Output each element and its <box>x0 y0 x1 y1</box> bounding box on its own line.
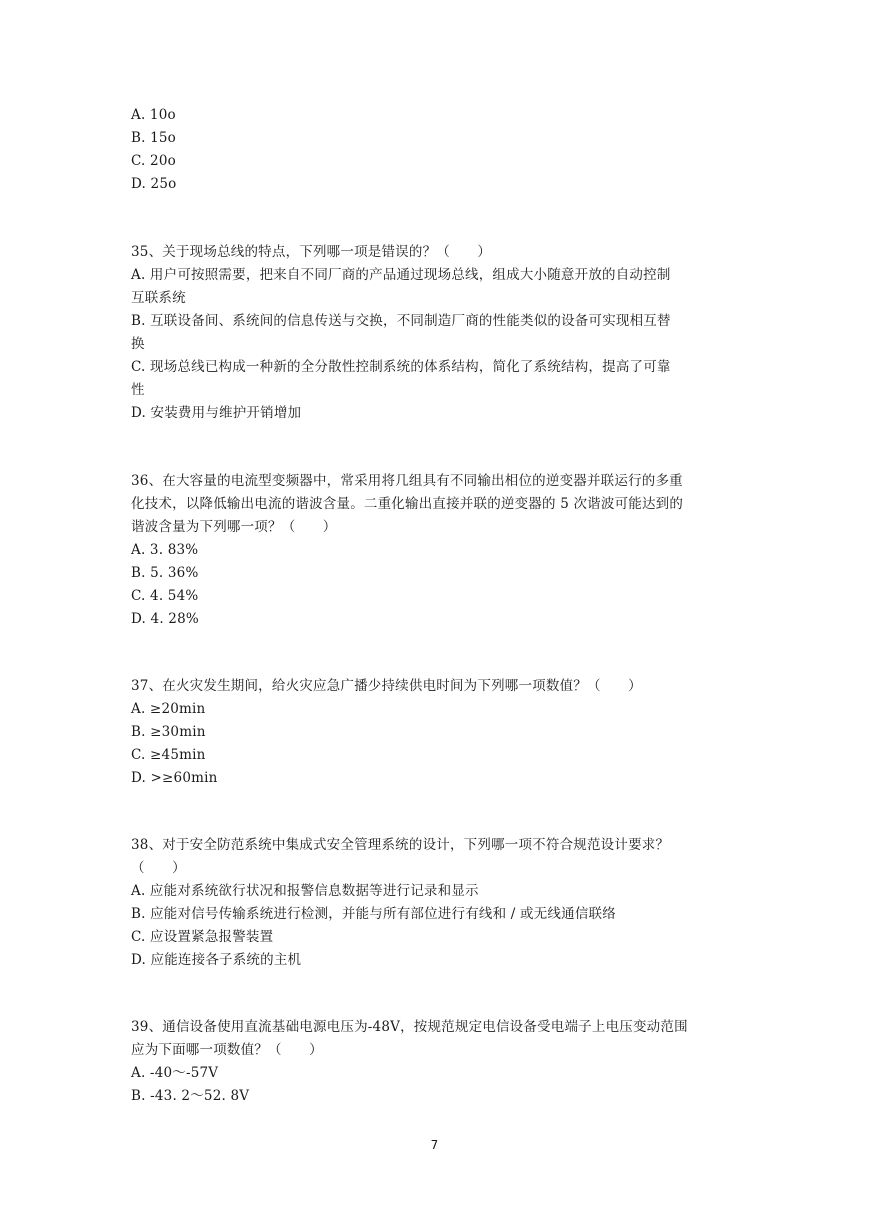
q34-option-b: B. 15o <box>131 130 177 146</box>
q38-stem-cont: （ ） <box>131 860 186 876</box>
q36-stem-cont-2: 谐波含量为下列哪一项？（ ） <box>131 519 337 535</box>
q34-option-c: C. 20o <box>131 153 176 169</box>
q39-stem: 39、通信设备使用直流基础电源电压为-48V，按规范规定电信设备受电端子上电压变动范围 <box>131 1019 688 1035</box>
q39-stem-cont: 应为下面哪一项数值？（ ） <box>131 1042 323 1058</box>
q35-option-b-cont: 换 <box>131 336 145 352</box>
q36-option-b: B. 5. 36% <box>131 565 199 581</box>
q37-stem: 37、在火灾发生期间，给火灾应急广播少持续供电时间为下列哪一项数值？（ ） <box>131 678 642 694</box>
q35-stem: 35、关于现场总线的特点，下列哪一项是错误的？（ ） <box>131 244 492 260</box>
q36-option-a: A. 3. 83% <box>131 542 199 558</box>
q35-option-b: B. 互联设备间、系统间的信息传送与交换，不同制造厂商的性能类似的设备可实现相互替 <box>131 313 671 329</box>
q36-option-d: D. 4. 28% <box>131 611 199 627</box>
q35-option-d: D. 安装费用与维护开销增加 <box>131 405 302 421</box>
q36-option-c: C. 4. 54% <box>131 588 199 604</box>
q36-stem-cont-1: 化技术，以降低输出电流的谐波含量。二重化输出直接并联的逆变器的 5 次谐波可能达到的 <box>131 496 684 512</box>
q38-option-b: B. 应能对信号传输系统进行检测，并能与所有部位进行有线和 / 或无线通信联络 <box>131 906 616 922</box>
page-number: 7 <box>430 1138 439 1152</box>
q37-option-c: C. ≥45min <box>131 747 206 763</box>
q35-option-c: C. 现场总线已构成一种新的全分散性控制系统的体系结构，简化了系统结构，提高了可靠 <box>131 359 671 375</box>
q38-stem: 38、对于安全防范系统中集成式安全管理系统的设计，下列哪一项不符合规范设计要求？ <box>131 837 670 853</box>
q39-option-b: B. -43. 2～52. 8V <box>131 1088 250 1104</box>
q38-option-d: D. 应能连接各子系统的主机 <box>131 952 302 968</box>
q35-option-a-cont: 互联系统 <box>131 290 186 306</box>
q37-option-b: B. ≥30min <box>131 724 206 740</box>
q34-option-d: D. 25o <box>131 176 177 192</box>
q34-option-a: A. 10o <box>131 107 176 123</box>
q37-option-a: A. ≥20min <box>131 701 206 717</box>
q38-option-a: A. 应能对系统欲行状况和报警信息数据等进行记录和显示 <box>131 883 479 899</box>
q37-option-d: D. >≥60min <box>131 770 218 786</box>
q35-option-c-cont: 性 <box>131 382 145 398</box>
q39-option-a: A. -40～-57V <box>131 1065 219 1081</box>
q38-option-c: C. 应设置紧急报警装置 <box>131 929 274 945</box>
q36-stem: 36、在大容量的电流型变频器中，常采用将几组具有不同输出相位的逆变器并联运行的多重 <box>131 473 683 489</box>
q35-option-a: A. 用户可按照需要，把来自不同厂商的产品通过现场总线，组成大小随意开放的自动控制 <box>131 267 671 283</box>
